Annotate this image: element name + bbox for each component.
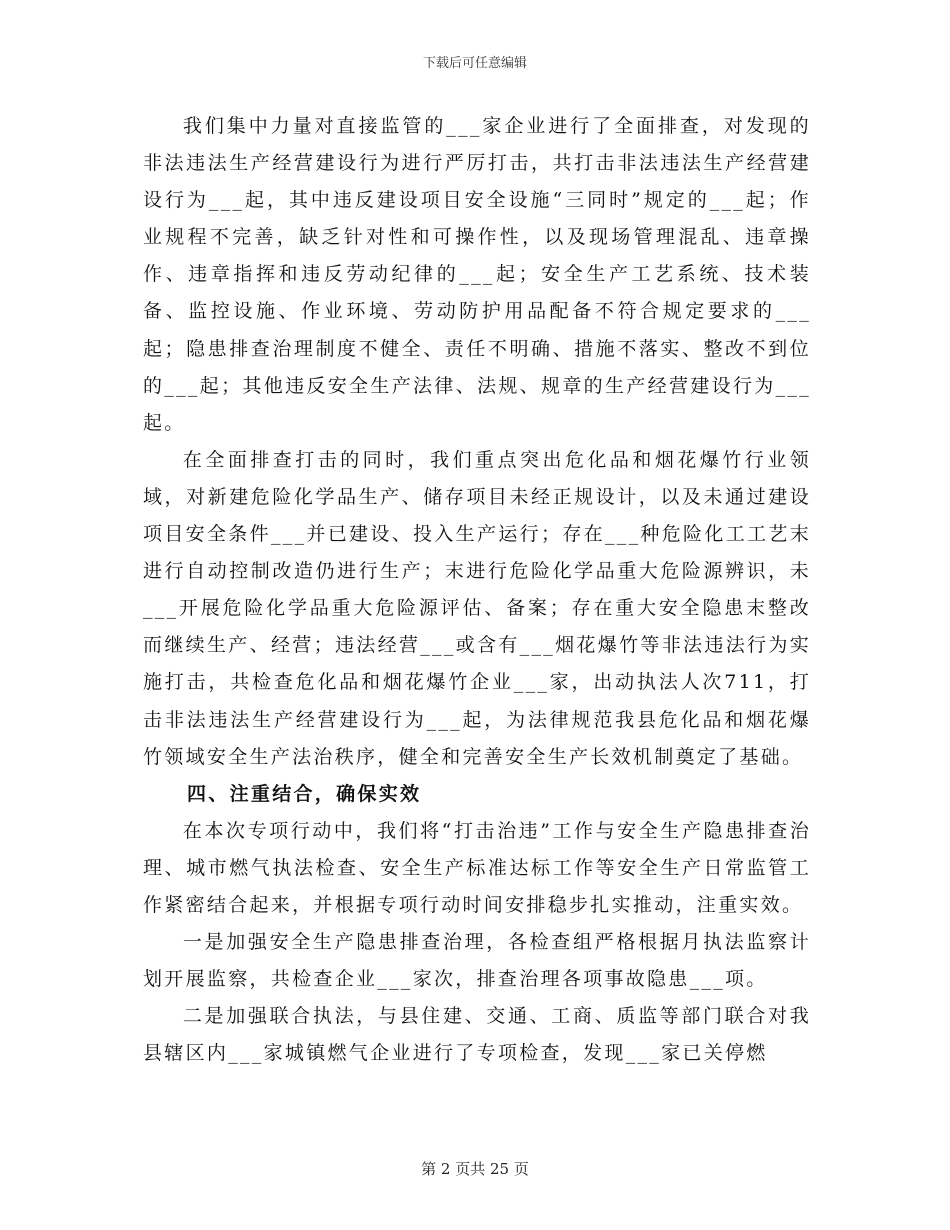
page-header: 下载后可任意编辑 bbox=[422, 56, 527, 71]
paragraph-integration: 在本次专项行动中，我们将“打击治违”工作与安全生产隐患排查治理、城市燃气执法检查、安全生产标准达标工作等安全生产日常监管工作紧密结合起来，并根据专项行动时间安排稳步扎实推动，注重实效。 bbox=[143, 819, 811, 916]
page-footer: 第 2 页共 25 页 bbox=[421, 1160, 529, 1178]
paragraph-hazardous-chemicals: 在全面排查打击的同时，我们重点突出危化品和烟花爆竹行业领域，对新建危险化学品生产、储存项目未经正规设计，以及未通过建设项目安全条件___并已建设、投入生产运行；存在___种危险化工工艺末进行自动控制改造仍进行生产；末进行危险化学品重大危险源辨识，未___开展危险化学品重大危险源评估、备案；存在重大安全隐患末整改而继续生产、经营；违法经营___或含有___烟花爆竹等非法违法行为实施打击，共检查危化品和烟花爆竹企业___家，出动执法人次711，打击非法违法生产经营建设行为___起，为法律规范我县危化品和烟花爆竹领域安全生产法治秩序，健全和完善安全生产长效机制奠定了基础。 bbox=[143, 448, 811, 768]
section-heading: 四、注重结合，确保实效 bbox=[187, 782, 422, 805]
paragraph-point-two: 二是加强联合执法，与县住建、交通、工商、质监等部门联合对我县辖区内___家城镇燃气企业进行了专项检查，发现___家已关停燃 bbox=[143, 1005, 811, 1065]
document-body bbox=[143, 108, 811, 1072]
paragraph-point-one: 一是加强安全生产隐患排查治理，各检查组严格根据月执法监察计划开展监察，共检查企业___家次，排查治理各项事故隐患___项。 bbox=[143, 931, 811, 991]
paragraph-enforcement-results: 我们集中力量对直接监管的___家企业进行了全面排查，对发现的非法违法生产经营建设行为进行严厉打击，共打击非法违法生产经营建设行为___起，其中违反建设项目安全设施“三同时”规定的___起；作业规程不完善，缺乏针对性和可操作性，以及现场管理混乱、违章操作、违章指挥和违反劳动纪律的___起；安全生产工艺系统、技术装备、监控设施、作业环境、劳动防护用品配备不符合规定要求的___起；隐患排查治理制度不健全、责任不明确、措施不落实、整改不到位的___起；其他违反安全生产法律、法规、规章的生产经营建设行为___起。 bbox=[143, 115, 811, 434]
